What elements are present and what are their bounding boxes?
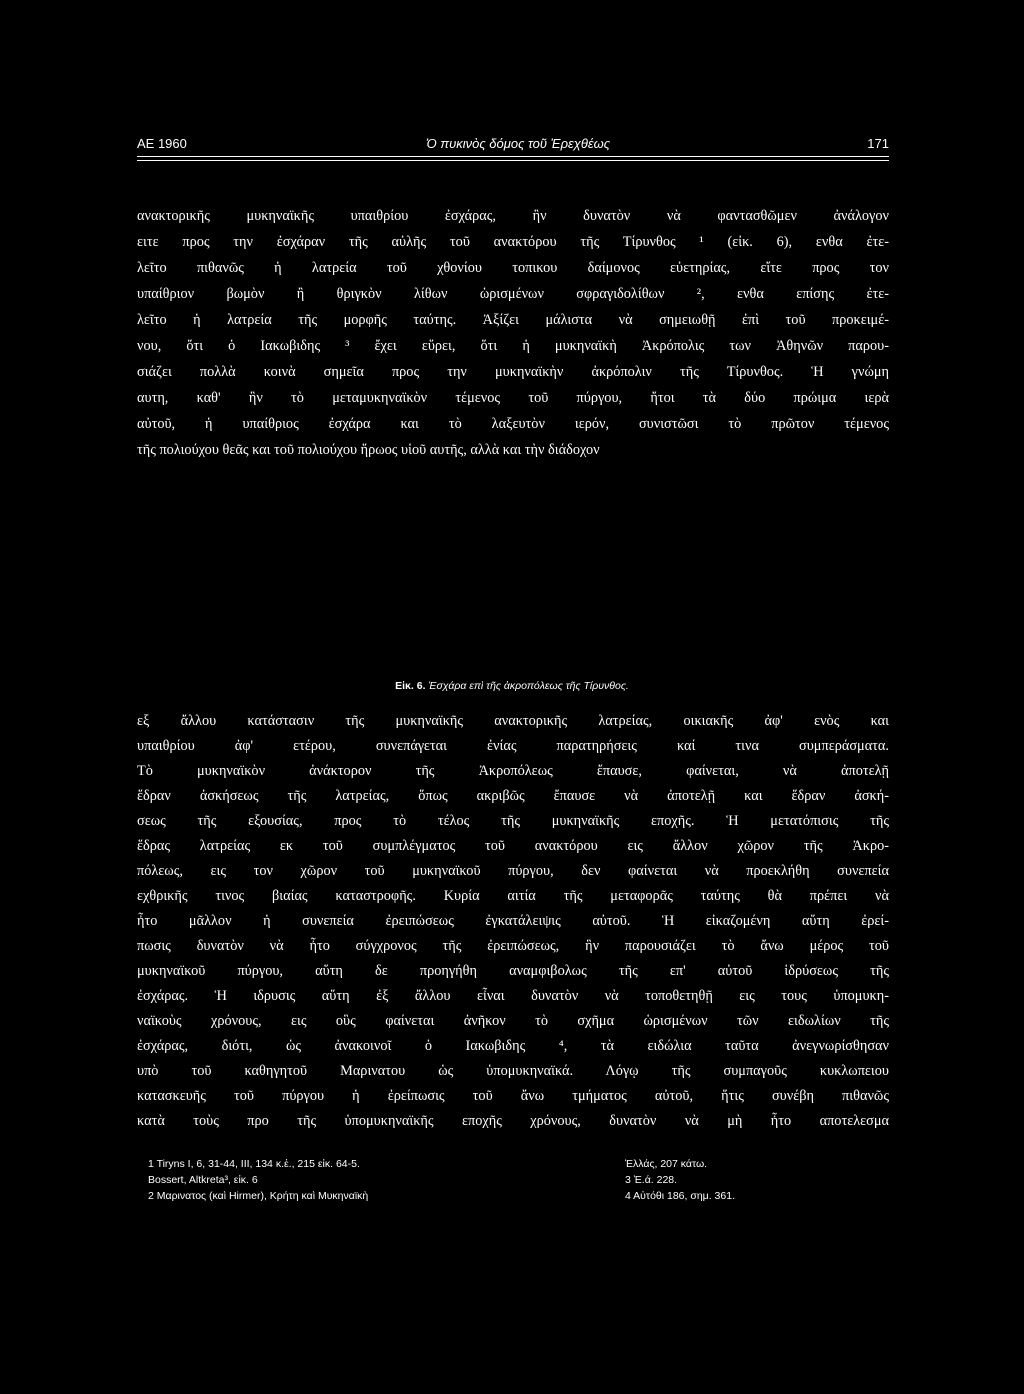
text-line: πόλεως, εις τον χῶρον τοῦ μυκηναϊκοῦ πύργου, δεν φαίνεται νὰ προεκλήθη συνεπεία	[137, 863, 889, 879]
text-line: υπαίθριον βωμὸν ἢ θριγκὸν λίθων ὡρισμένων σφραγιδολίθων ², ενθα επίσης ἐτε-	[137, 286, 889, 302]
header-rule-second	[137, 160, 889, 161]
page-number: 171	[867, 136, 889, 151]
header-rule	[137, 156, 889, 157]
text-line: αυτη, καθ' ἣν τὸ μεταμυκηναϊκὸν τέμενος τοῦ πύργου, ἤτοι τὰ δύο πρώιμα ιερὰ	[137, 390, 889, 406]
text-line: ἦτο μᾶλλον ἡ συνεπεία ἐρειπώσεως ἐγκατάλειψις αὐτοῦ. Ἡ εἰκαζομένη αὕτη ἐρεί-	[137, 913, 889, 929]
footnote-line: 2 Μαρινατος (καὶ Hirmer), Κρήτη καὶ Μυκηναϊκὴ	[148, 1190, 369, 1202]
footnote-line: 4 Αὐτόθι 186, σημ. 361.	[625, 1190, 735, 1202]
text-line: εχθρικῆς τινος βιαίας καταστροφῆς. Κυρία αιτία τῆς μεταφορᾶς ταύτης θὰ πρέπει νὰ	[137, 888, 889, 904]
running-title: Ὁ πυκινὸς δόμος τοῦ Ἐρεχθέως	[426, 136, 611, 151]
text-line: ἕδραν ἀσκήσεως τῆς λατρείας, ὅπως ακριβῶς ἔπαυσε νὰ ἀποτελῇ και ἕδραν ἀσκή-	[137, 788, 889, 804]
text-line: σεως τῆς εξουσίας, προς τὸ τέλος τῆς μυκηναϊκῆς εποχῆς. Ἡ μετατόπισις τῆς	[137, 813, 889, 829]
text-line: εξ ἄλλου κατάστασιν τῆς μυκηναϊκῆς ανακτορικῆς λατρείας, οικιακῆς ἀφ' ενὸς και	[137, 713, 889, 729]
footnote-line: 3 Ἐ.ά. 228.	[625, 1174, 678, 1186]
figure-caption-text: Ἐσχάρα επὶ τῆς ἀκροπόλεως τῆς Τίρυνθος.	[428, 680, 629, 692]
text-line: ἐσχάρας. Ἡ ιδρυσις αὕτη ἐξ ἄλλου εἶναι δυνατὸν νὰ τοποθετηθῇ εις τους ὑπομυκη-	[137, 988, 889, 1004]
text-line: τῆς πολιούχου θεᾶς και τοῦ πολιούχου ἥρωος υἱοῦ αυτῆς, αλλὰ και τὴν διάδοχον	[137, 442, 600, 458]
text-line: λεῖτο ἡ λατρεία τῆς μορφῆς ταύτης. Ἀξίζει μάλιστα νὰ σημειωθῇ ἐπὶ τοῦ προκειμέ-	[137, 312, 889, 328]
figure-image	[137, 452, 889, 670]
text-line: αὐτοῦ, ἡ υπαίθριος ἐσχάρα και τὸ λαξευτὸν ιερόν, συνιστῶσι τὸ πρῶτον τέμενος	[137, 416, 889, 432]
text-line: κατασκευῆς τοῦ πύργου ἡ ἐρείπωσις τοῦ ἄνω τμήματος αὐτοῦ, ἥτις συνέβη πιθανῶς	[137, 1088, 889, 1104]
text-line: υπὸ τοῦ καθηγητοῦ Μαρινατου ὡς ὑπομυκηναϊκά. Λόγῳ τῆς συμπαγοῦς κυκλωπειου	[137, 1063, 889, 1079]
text-line: κατὰ τοὺς προ τῆς ὑπομυκηναϊκῆς εποχῆς χρόνους, δυνατὸν νὰ μὴ ἦτο αποτελεσμα	[137, 1113, 889, 1129]
text-line: Τὸ μυκηναϊκὸν ἀνάκτορον τῆς Ἀκροπόλεως ἔπαυσε, φαίνεται, νὰ ἀποτελῇ	[137, 763, 889, 779]
text-line: νου, ὅτι ὁ Ιακωβιδης ³ ἔχει εὕρει, ὅτι ἡ μυκηναϊκὴ Ἀκρόπολις των Ἀθηνῶν παρου-	[137, 338, 889, 354]
figure-caption	[0, 679, 1024, 693]
text-line: ειτε προς την ἐσχάραν τῆς αὐλῆς τοῦ ανακτόρου τῆς Τίρυνθος ¹ (εἰκ. 6), ενθα ἐτε-	[137, 234, 889, 250]
footnote-line: Bossert, Altkreta³, εἰκ. 6	[148, 1174, 258, 1186]
footnote-line: Ἑλλάς, 207 κάτω.	[625, 1158, 708, 1170]
figure-label: Εἰκ. 6.	[395, 680, 426, 692]
text-line: πωσις δυνατὸν νὰ ἦτο σύγχρονος τῆς ἐρειπώσεως, ἣν παρουσιάζει τὸ ἄνω μέρος τοῦ	[137, 938, 889, 954]
text-line: ναϊκοὺς χρόνους, εις οὓς φαίνεται ἀνῆκον τὸ σχῆμα ὡρισμένων τῶν ειδωλίων τῆς	[137, 1013, 889, 1029]
text-line: λεῖτο πιθανῶς ἡ λατρεία τοῦ χθονίου τοπικου δαίμονος εὐετηρίας, εἴτε προς τον	[137, 260, 889, 276]
text-line: ἕδρας λατρείας εκ τοῦ συμπλέγματος τοῦ ανακτόρου εις ἄλλον χῶρον τῆς Ἀκρο-	[137, 838, 889, 854]
text-line: υπαιθρίου ἀφ' ετέρου, συνεπάγεται ἐνίας παρατηρήσεις καί τινα συμπεράσματα.	[137, 738, 889, 754]
text-line: ανακτορικῆς μυκηναϊκῆς υπαιθρίου ἐσχάρας, ἣν δυνατὸν νὰ φαντασθῶμεν ἀνάλογον	[137, 208, 889, 224]
journal-abbreviation: ΑΕ 1960	[137, 136, 187, 151]
text-line: ἐσχάρας, διότι, ὡς ἀνακοινοῖ ὁ Ιακωβιδης ⁴, τὰ ειδώλια ταῦτα ἀνεγνωρίσθησαν	[137, 1038, 889, 1054]
footnote-line: 1 Tiryns I, 6, 31-44, III, 134 κ.ἑ., 215 εἰκ. 64-5.	[148, 1158, 360, 1170]
text-line: μυκηναϊκοῦ πύργου, αὕτη δε προηγήθη αναμφιβολως τῆς επ' αὐτοῦ ἱδρύσεως τῆς	[137, 963, 889, 979]
text-line: σιάζει πολλὰ κοινὰ σημεῖα προς την μυκηναϊκὴν ἀκρόπολιν τῆς Τίρυνθος. Ἡ γνώμη	[137, 364, 889, 380]
running-header	[137, 136, 889, 152]
